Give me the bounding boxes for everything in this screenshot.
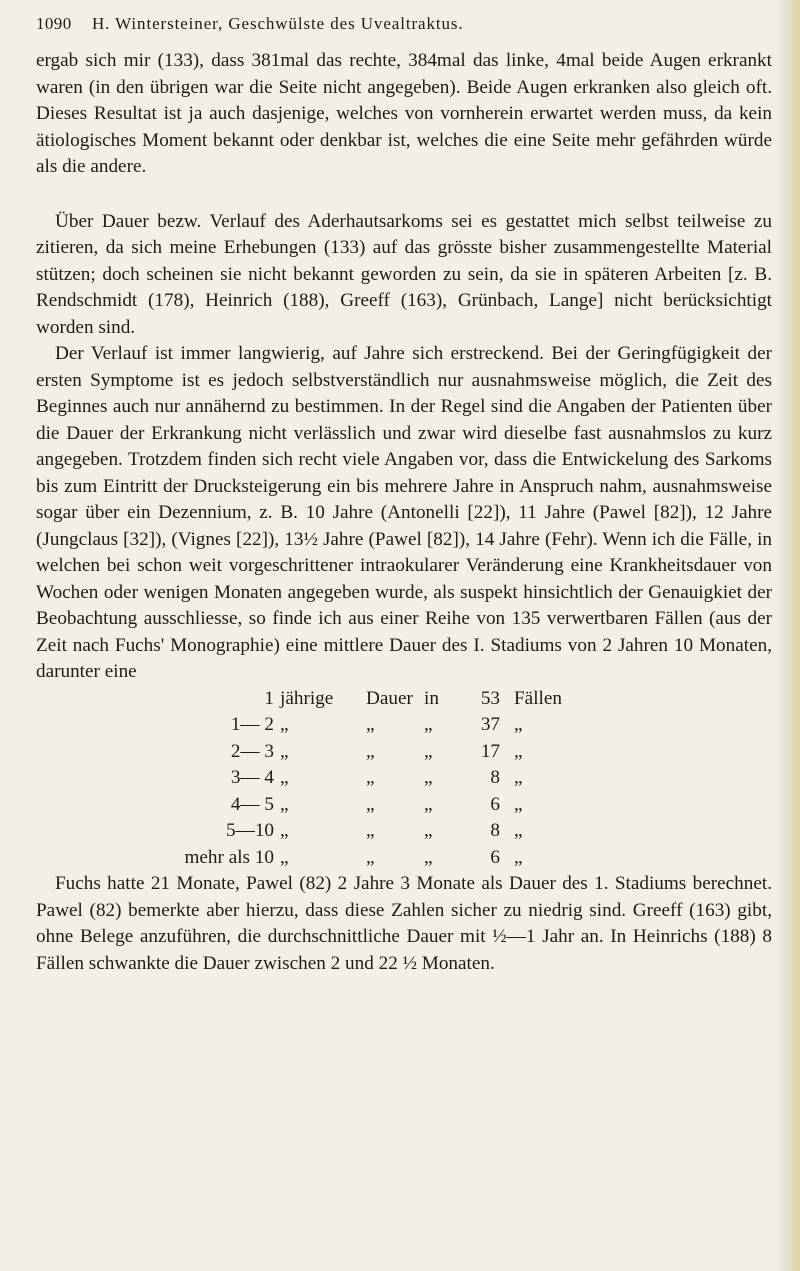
table-cell-count: 37 [480,714,500,735]
running-title: H. Wintersteiner, Geschwülste des Uvealtraktus. [92,14,464,33]
table-cell-c4: „ [424,793,433,815]
table-cell-c2: „ [280,740,289,762]
table-cell-count: 8 [490,767,500,788]
table-cell-count: 6 [490,793,500,815]
table-cell-c4: „ [424,767,433,788]
paragraph-3: Der Verlauf ist immer langwierig, auf Jahre sich erstreckend. Bei der Geringfügigkeit der ersten Symptome ist es jedoch selbstverständlich nur ausnahmsweise möglich, die Zeit des Beginnes auch nur annähernd zu bestimmen. In der Regel sind die Angaben der Patienten über die Dauer der Erkrankung nicht verlässlich und zwar wird dieselbe fast ausnahmslos zu kurz angegeben. Trotzdem finden sich recht viele Angaben vor, dass die Entwickelung des Sarkoms bis zum Eintritt der Drucksteigerung ein bis mehrere Jahre in Anspruch nahm, ausnahmsweise sogar über ein Dezennium, z. B. 10 Jahre (Antonelli [22]), 11 Jahre (Pawel [82]), 12 Jahre (Jungclaus [32]), (Vignes [22]), 13½ Jahre (Pawel [82]), 14 Jahre (Fehr). Wenn ich die Fälle, in welchen bei schon weit vorgeschrittener intraokularer Veränderung eine Krankheitsdauer von Wochen oder wenigen Monaten angegeben wurde, als suspekt hinsichtlich der Genauigkiet der Beobachtung ausschliesse, so finde ich aus einer Reihe von 135 verwertbaren Fällen (aus der Zeit nach Fuchs' Monographie) eine mittlere Dauer des I. Stadiums von 2 Jahren 10 Monaten, darunter eine [36,343,772,682]
paragraph-4: Fuchs hatte 21 Monate, Pawel (82) 2 Jahre 3 Monate als Dauer des 1. Stadiums berechnet. Pawel (82) bemerkte aber hierzu, dass diese Zahlen sicher zu niedrig sind. Greeff (163) gibt, ohne Belege anzuführen, die durchschnittliche Dauer mit ½—1 Jahr an. In Heinrichs (188) 8 Fällen schwankte die Dauer zwischen 2 und 22 ½ Monaten. [36,873,772,974]
page-edge [778,0,800,1271]
running-header [36,14,772,34]
table-cell-c2: „ [280,793,289,815]
table-cell-range: 2— 3 [230,740,274,762]
table-cell-unit: „ [514,846,523,868]
table-row [176,739,574,766]
table-cell-unit: „ [514,793,523,815]
page [36,14,772,977]
table-cell-range: 3— 4 [230,767,274,788]
table-cell-range: 4— 5 [230,793,274,815]
duration-table [176,686,574,872]
table-cell-unit: „ [514,714,523,735]
table-cell-count: 17 [480,740,500,762]
table-cell-c3: „ [366,820,375,841]
table-cell-unit: „ [514,740,523,762]
table-cell-range: mehr als 10 [184,846,274,868]
table-cell-c3: „ [366,846,375,868]
table-cell-unit: Fällen [514,687,562,709]
table-cell-c3: „ [366,714,375,735]
table-cell-range: 5—10 [226,820,274,841]
page-number: 1090 [36,14,72,33]
table-cell-c2: jährige [280,687,334,709]
table-cell-unit: „ [514,767,523,788]
table-cell-count: 53 [480,687,500,709]
table-row [176,792,574,819]
table-cell-c4: „ [424,820,433,841]
table-cell-c2: „ [280,714,289,735]
table-cell-c4: in [424,687,439,709]
table-cell-c3: „ [366,740,375,762]
table-cell-range: 1— 2 [230,714,274,735]
paragraph-2: Über Dauer bezw. Verlauf des Aderhautsarkoms sei es gestattet mich selbst teilweise zu zitieren, da sich meine Erhebungen (133) auf das grösste bisher zusammengestellte Material stützen; doch scheinen sie nicht bekannt geworden zu sein, da sie in späteren Arbeiten [z. B. Rendschmidt (178), Heinrich (188), Greeff (163), Grünbach, Lange] nicht berücksichtigt worden sind. [36,210,772,338]
table-cell-count: 6 [490,846,500,868]
table-row [176,845,574,872]
table-cell-range: 1 [264,687,274,709]
table-cell-c3: Dauer [366,687,413,709]
table-cell-c2: „ [280,846,289,868]
table-cell-c4: „ [424,740,433,762]
table-cell-unit: „ [514,820,523,841]
paragraph-1: ergab sich mir (133), dass 381mal das rechte, 384mal das linke, 4mal beide Augen erkrankt waren (in den übrigen war die Seite nicht angegeben). Beide Augen erkranken also gleich oft. Dieses Resultat ist ja auch dasjenige, welches von vornherein erwartet werden muss, da kein ätiologisches Moment bekannt oder denkbar ist, welches die eine Seite mehr gefährden würde als die andere. [36,50,772,177]
table-row [176,712,574,739]
table-cell-c4: „ [424,714,433,735]
table-cell-c2: „ [280,820,289,841]
table-row [176,686,574,713]
table-row [176,818,574,845]
table-cell-c3: „ [366,767,375,788]
table-cell-count: 8 [490,820,500,841]
table-cell-c4: „ [424,846,433,868]
table-row [176,765,574,792]
table-cell-c3: „ [366,793,375,815]
table-cell-c2: „ [280,767,289,788]
